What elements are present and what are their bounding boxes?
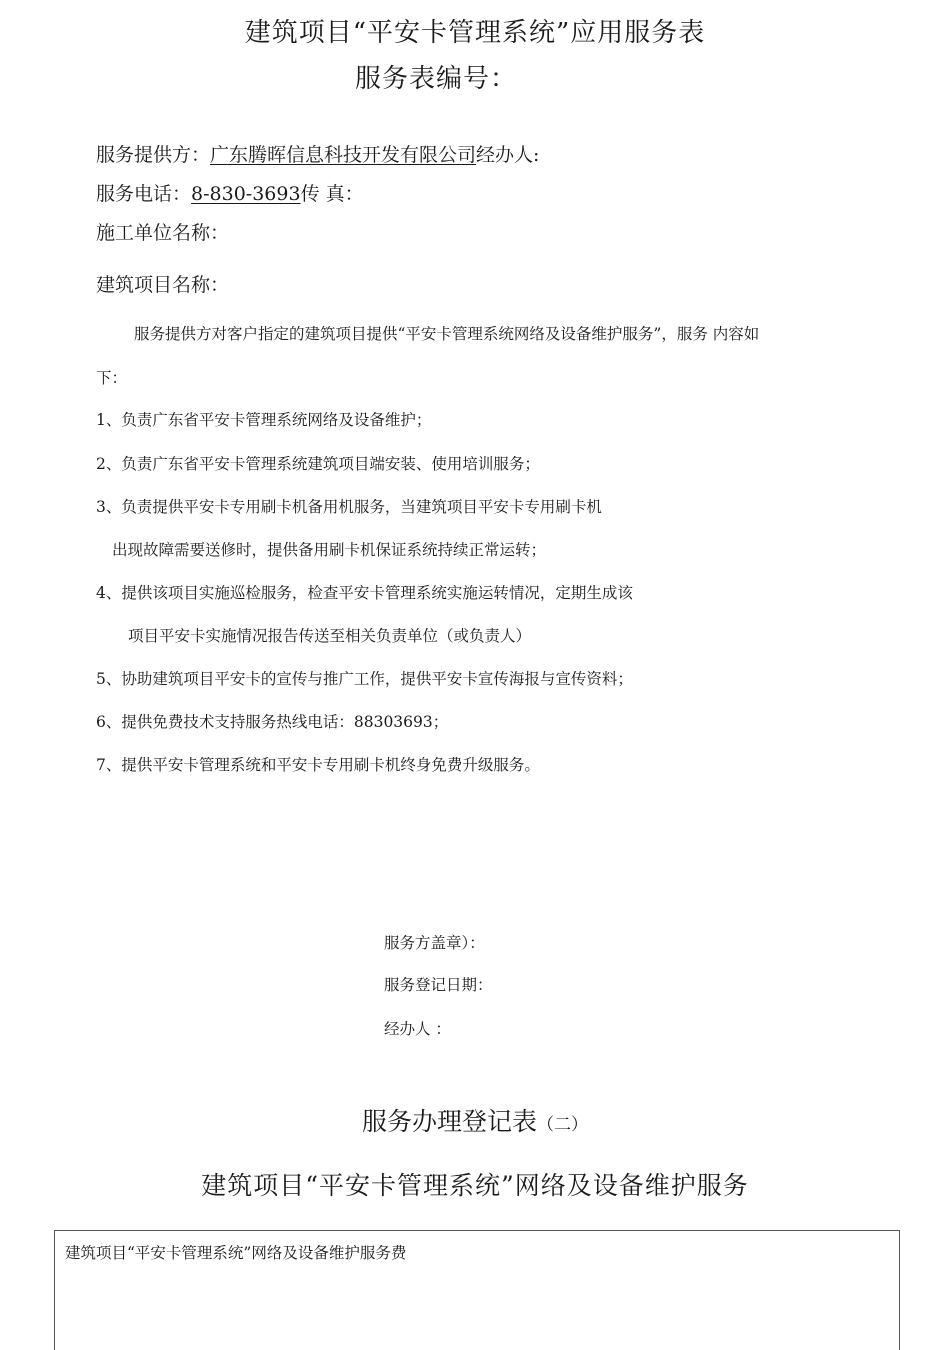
section2-title-suffix: （二）: [537, 1115, 588, 1135]
section2-title: [0, 1102, 950, 1138]
phone-value: 8-830-3693: [191, 183, 301, 205]
intro-paragraph-line2: 下：: [96, 369, 128, 387]
document-title: 建筑项目“平安卡管理系统”应用服务表: [244, 18, 706, 48]
service-item-3-cont: 出现故障需要送修时，提供备用刷卡机保证系统持续正常运转；: [112, 541, 547, 559]
signature-handler-label: 经办人 ：: [384, 1020, 451, 1038]
intro-paragraph-line1: 服务提供方对客户指定的建筑项目提供“平安卡管理系统网络及设备维护服务”，服务 内容如: [134, 325, 760, 343]
service-item-5: 5、协助建筑项目平安卡的宣传与推广工作，提供平安卡宣传海报与宣传资料；: [96, 670, 633, 688]
phone-row: [96, 179, 364, 206]
handler-label: 经办人:: [476, 144, 540, 166]
registration-date-label: 服务登记日期：: [384, 976, 493, 994]
phone-label: 服务电话：: [96, 183, 192, 205]
fax-label: 传 真：: [300, 183, 364, 205]
provider-row: [96, 140, 539, 167]
service-fee-table: [54, 1230, 900, 1350]
service-item-3: 3、负责提供平安卡专用刷卡机备用机服务，当建筑项目平安卡专用刷卡机: [96, 498, 602, 516]
table-cell-service-fee: 建筑项目“平安卡管理系统”网络及设备维护服务费: [65, 1244, 407, 1262]
service-item-4: 4、提供该项目实施巡检服务，检查平安卡管理系统实施运转情况，定期生成该: [96, 584, 633, 602]
service-item-1: 1、负责广东省平安卡管理系统网络及设备维护；: [96, 411, 432, 429]
section2-subtitle: 建筑项目“平安卡管理系统”网络及设备维护服务: [201, 1171, 749, 1200]
service-item-6: 6、提供免费技术支持服务热线电话：88303693；: [96, 713, 449, 731]
project-name-label: 建筑项目名称：: [96, 274, 230, 296]
provider-label: 服务提供方：: [96, 144, 211, 166]
section2-title-main: 服务办理登记表: [361, 1107, 537, 1136]
serial-number-label: 服务表编号：: [355, 64, 518, 94]
seal-label: 服务方盖章）：: [384, 934, 485, 952]
provider-value: 广东腾晖信息科技开发有限公司: [210, 144, 477, 166]
service-item-2: 2、负责广东省平安卡管理系统建筑项目端安装、使用培训服务；: [96, 455, 540, 473]
service-item-7: 7、提供平安卡管理系统和平安卡专用刷卡机终身免费升级服务。: [96, 756, 540, 774]
contractor-name-label: 施工单位名称：: [96, 222, 230, 244]
service-item-4-cont: 项目平安卡实施情况报告传送至相关负责单位（或负责人）: [128, 627, 532, 645]
